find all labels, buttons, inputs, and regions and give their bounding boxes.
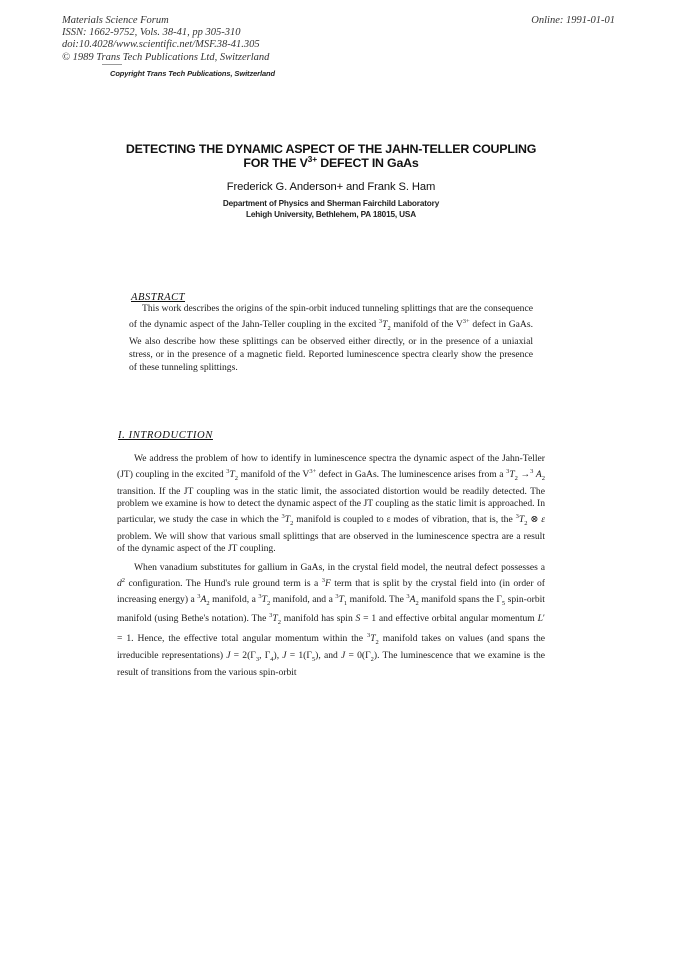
text-run: , and (318, 649, 342, 661)
text-run: manifold of the V (390, 319, 463, 331)
text-run: manifold, a (209, 593, 259, 605)
text-run: transition. If the JT coupling was in the static limit, the associated distortion would be readily detected. The problem we examine is how to detect the dynamic aspect of the JT coupling as the static limit is approached. In particular, we study the case in which the (117, 485, 545, 526)
affiliation-line-2: Lehigh University, Bethlehem, PA 18015, USA (246, 210, 416, 219)
text-run: manifold of the V (238, 468, 310, 480)
text-run: We address the problem of how to identify in luminescence spectra the dynamic aspect of the Jahn-Teller (JT) coupling in the excited (117, 453, 545, 480)
text-run: manifold takes on values (and spans the irreducible representations) (117, 633, 546, 661)
text-run: . Hence, the effective total angular momentum within the (131, 633, 367, 645)
doi-line[interactable]: doi:10.4028/www.scientific.net/MSF.38-41.305 (62, 39, 260, 51)
text-run: manifold, and a (270, 593, 336, 605)
text-run: When vanadium substitutes for gallium in GaAs, in the crystal field model, the neutral defect possesses a (134, 562, 545, 573)
affiliation (96, 198, 566, 220)
title-line-1: DETECTING THE DYNAMIC ASPECT OF THE JAHN-TELLER COUPLING (125, 142, 537, 156)
online-date: Online: 1991-01-01 (531, 15, 615, 26)
text-run: . The luminescence that we examine is the result of transitions from the various spin-orbit (117, 649, 546, 678)
title-part: DEFECT IN GaAs (316, 155, 419, 170)
section-heading-introduction: I. INTRODUCTION (118, 430, 213, 441)
author-list: Frederick G. Anderson+ and Frank S. Ham (226, 181, 436, 193)
text-run: problem. We will show that various small splittings that are observed in the luminescence spectra are a result of the dynamic aspect of the JT coupling. (117, 530, 545, 555)
publisher-line: © 1989 Trans Tech Publications Ltd, Switzerland (62, 51, 270, 63)
text-run: manifold is coupled to ε modes of vibration, that is, the (293, 514, 516, 526)
title-superscript: 3+ (307, 153, 317, 164)
text-run: and effective orbital angular momentum (376, 613, 538, 625)
intro-paragraph-2: When vanadium substitutes for gallium in GaAs, in the crystal field model, the neutral defect possesses a $d^2$ configuration. The Hund's rule ground term is a $^3$F term that is split by the crystal field into (in order of increasing energy) a $^3A_2$ manifold, a $^3T_2$ manifold, and a $^3T_1$ manifold. The $^3A_2$ manifold spans the $\Gamma_5$ spin-orbit manifold (using Bethe's notation). The $^3T_2$ manifold has spin S = 1 and effective orbital angular momentum L′ = 1. Hence, the effective total angular momentum within the $^3T_2$ manifold takes on values (and spans the irreducible representations) $J = 2(\Gamma_3$, $\Gamma_4$), $J = 1(\Gamma_5)$, and $J = 0(\Gamma_2)$. The luminescence that we examine is the result of transitions from the various spin-orbit (117, 562, 546, 678)
text-run: configuration. The Hund's rule ground term is a (125, 577, 322, 589)
affiliation-line-1: Department of Physics and Sherman Fairchild Laboratory (222, 199, 440, 208)
text-run: manifold spans the Γ (418, 593, 502, 605)
text-run: spin-orbit manifold (using Bethe's notation). The (117, 593, 545, 625)
text-run: This work describes the origins of the spin-orbit induced tunneling splittings that are the consequence of the dynamic aspect of the Jahn-Teller coupling in the excited (129, 303, 533, 331)
publication-metadata (62, 15, 269, 64)
abstract-heading: ABSTRACT (131, 292, 186, 303)
abstract-body: This work describes the origins of the spin-orbit induced tunneling splittings that are the consequence of the dynamic aspect of the Jahn-Teller coupling in the excited $^3T_2$ manifold of the $V^{3+}$ defect in GaAs. We also describe how these splittings can be observed either directly, or in the presence of a uniaxial stress, or in the presence of a magnetic field. Reported luminescence spectra clearly show the presence of these tunneling splittings. (129, 303, 533, 373)
issn-line: ISSN: 1662-9752, Vols. 38-41, pp 305-310 (62, 27, 241, 39)
intro-paragraph-1: We address the problem of how to identify in luminescence spectra the dynamic aspect of the Jahn-Teller (JT) coupling in the excited $^3T_2$ manifold of the $V^{3+}$ defect in GaAs. The luminescence arises from a $^3T_2 \to^3$ $A_2$ transition. If the JT coupling was in the static limit, the associated distortion would be readily detected. The problem we examine is how to detect the dynamic aspect of the JT coupling as the static limit is approached. In particular, we study the case in which the $^3T_2$ manifold is coupled to ε modes of vibration, that is, the $^3T_2$ ⊗ ε problem. We will show that various small splittings that are observed in the luminescence spectra are a result of the dynamic aspect of the JT coupling. (117, 453, 546, 555)
text-run: manifold. The (347, 593, 407, 605)
text-run: defect in GaAs. We also describe how these splittings can be observed either directly, or in the presence of a uniaxial stress, or in the presence of a magnetic field. Reported luminescence spectra clearly show the presence of these tunneling splittings. (129, 319, 533, 373)
text-run: term that is split by the crystal field into (in order of increasing energy) a (117, 577, 545, 605)
copyright-notice: Copyright Trans Tech Publications, Switzerland (110, 69, 276, 78)
title-part: FOR THE V (243, 155, 308, 170)
title-line-2 (96, 153, 566, 171)
text-run: defect in GaAs. The luminescence arises from a (316, 468, 507, 480)
paper-title (96, 143, 566, 170)
journal-name: Materials Science Forum (62, 15, 169, 26)
text-run: manifold has spin (281, 613, 356, 625)
